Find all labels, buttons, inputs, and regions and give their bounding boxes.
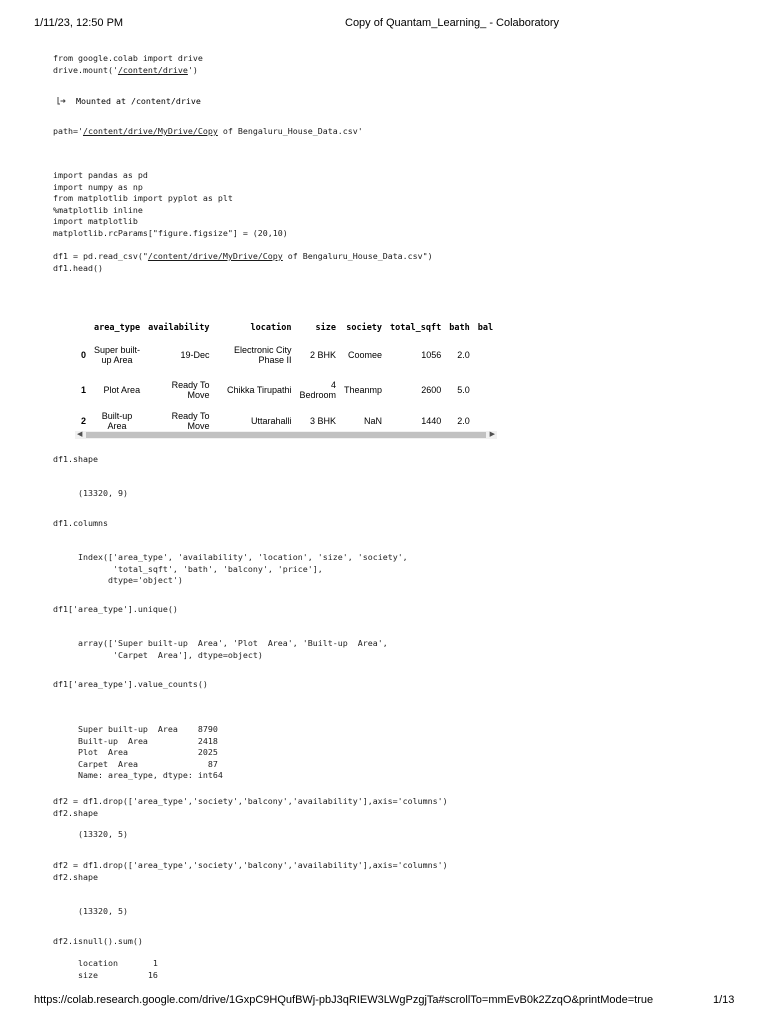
column-header: area_type [94, 323, 141, 333]
cell-society: Theanmp [344, 384, 383, 395]
print-url: https://colab.research.google.com/drive/1GxpC9HQufBWj-pbJ3qRIEW3LWgPzgjTa#scrollTo=mmEvB0k2ZzqO&printMode=true [34, 994, 654, 1006]
cell-size: 2 BHK [310, 350, 337, 360]
code-line: path=' [53, 126, 83, 136]
cell-society: NaN [364, 416, 383, 426]
cell-total-sqft: 1440 [421, 416, 442, 426]
column-header: bath [449, 323, 470, 333]
cell-location: Chikka Tirupathi [226, 384, 292, 395]
column-header-index [75, 318, 90, 338]
column-header: size [315, 323, 337, 333]
dataframe-table [75, 318, 497, 431]
code-line: of Bengaluru_House_Data.csv") [282, 251, 433, 261]
output-shape: (13320, 9) [78, 488, 128, 498]
cell-availability: Ready To Move [171, 379, 210, 400]
table-row [75, 372, 497, 407]
table-row [75, 338, 497, 372]
cell-availability: Ready To Move [171, 411, 210, 431]
cell-bath: 5.0 [457, 384, 470, 395]
column-header: location [250, 323, 292, 333]
column-header: availability [148, 323, 210, 333]
output-isnull: location 1 size 16 [78, 958, 158, 980]
csv-path-link[interactable]: /content/drive/MyDrive/Copy [147, 251, 283, 261]
page-title: Copy of Quantam_Learning_ - Colaboratory [345, 17, 560, 29]
output-unique: array(['Super built-up Area', 'Plot Area', 'Built-up Area', 'Carpet Area'], dtype=object) [78, 638, 388, 660]
code-cell-shape[interactable]: df1.shape [53, 454, 98, 464]
cell-area-type: Plot Area [103, 384, 141, 395]
cell-location: Uttarahalli [250, 416, 292, 426]
cell-bath: 2.0 [457, 350, 470, 360]
column-header: bal [477, 323, 494, 333]
cell-bath: 2.0 [457, 416, 470, 426]
csv-path-link[interactable]: /content/drive/MyDrive/Copy [82, 126, 218, 136]
cell-balcony [474, 407, 497, 431]
output-columns: Index(['area_type', 'availability', 'location', 'size', 'society', 'total_sqft', 'bath', 'balcony', 'price'], dtype='object') [78, 552, 408, 585]
code-line: from google.colab import drive [53, 53, 203, 63]
output-value-counts: Super built-up Area 8790 Built-up Area 2418 Plot Area 2025 Carpet Area 87 Name: area_type, dtype: int64 [78, 724, 223, 780]
output-mounted [57, 96, 201, 106]
cell-society: Coomee [348, 350, 383, 360]
row-index: 0 [81, 350, 87, 360]
cell-balcony [474, 372, 497, 407]
scroll-left-icon[interactable]: ◀ [77, 431, 83, 438]
code-cell-value-counts[interactable]: df1['area_type'].value_counts() [53, 679, 208, 689]
column-header: society [346, 323, 383, 333]
scroll-right-icon[interactable]: ▶ [489, 431, 495, 438]
cell-area-type: Built-up Area [101, 411, 133, 431]
output-arrow-icon [57, 96, 66, 105]
code-cell-path[interactable] [53, 126, 363, 138]
cell-total-sqft: 2600 [421, 384, 442, 395]
output-drop-shape: (13320, 5) [78, 829, 128, 839]
code-cell-isnull[interactable]: df2.isnull().sum() [53, 936, 143, 946]
horizontal-scrollbar[interactable] [75, 431, 497, 439]
row-index: 1 [81, 384, 87, 395]
code-cell-drop[interactable]: df2 = df1.drop(['area_type','society','balcony','availability'],axis='columns') df2.shape [53, 796, 448, 818]
code-cell-unique[interactable]: df1['area_type'].unique() [53, 604, 178, 614]
cell-location: Electronic City Phase II [233, 345, 292, 365]
drive-path-link[interactable]: /content/drive [117, 64, 188, 75]
code-cell-mount[interactable] [53, 53, 203, 76]
code-line: ') [187, 64, 198, 75]
output-drop-shape: (13320, 5) [78, 906, 128, 916]
code-cell-drop[interactable]: df2 = df1.drop(['area_type','society','balcony','availability'],axis='columns') df2.shape [53, 860, 448, 882]
dataframe-output[interactable] [75, 318, 500, 431]
code-cell-columns[interactable]: df1.columns [53, 518, 108, 528]
table-row [75, 407, 497, 431]
table-header-row [75, 318, 497, 338]
row-index: 2 [81, 416, 87, 426]
cell-availability: 19-Dec [180, 350, 210, 360]
code-line: df1 = pd.read_csv(" [53, 251, 148, 261]
cell-size: 4 Bedroom [299, 379, 337, 400]
code-line: of Bengaluru_House_Data.csv' [217, 126, 363, 136]
output-text: Mounted at /content/drive [76, 96, 201, 106]
cell-area-type: Super built-up Area [94, 345, 141, 365]
code-cell-imports[interactable]: import pandas as pd import numpy as np from matplotlib import pyplot as plt %matplotlib inline import matplotlib matplotlib.rcParams["figure.figsize"] = (20,10) [53, 170, 288, 238]
code-cell-read-csv[interactable] [53, 251, 433, 274]
cell-total-sqft: 1056 [421, 350, 442, 360]
column-header: total_sqft [390, 323, 442, 333]
code-line: df1.head() [53, 262, 103, 273]
scrollbar-thumb[interactable] [86, 432, 486, 438]
print-datetime: 1/11/23, 12:50 PM [34, 17, 124, 29]
code-line: drive.mount(' [53, 64, 118, 75]
cell-balcony [474, 338, 497, 372]
cell-size: 3 BHK [310, 416, 337, 426]
page-number: 1/13 [713, 994, 735, 1006]
